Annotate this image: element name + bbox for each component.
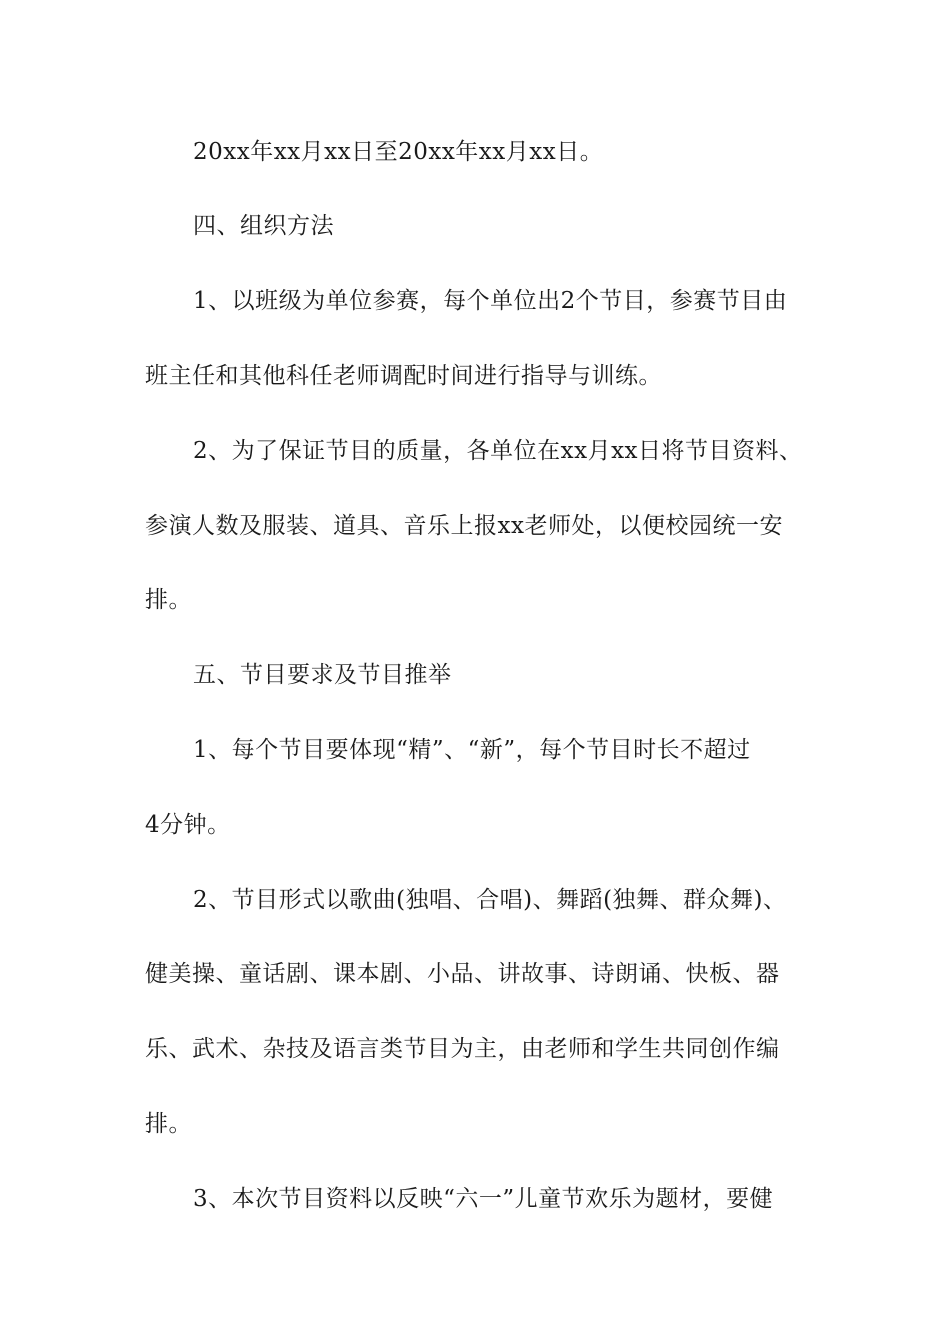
- paragraph-line: 3、本次节目资料以反映“六一”儿童节欢乐为题材，要健: [193, 1186, 774, 1212]
- paragraph-line: 排。: [145, 1111, 192, 1137]
- paragraph-line: 2、节目形式以歌曲(独唱、合唱)、舞蹈(独舞、群众舞)、: [193, 887, 787, 913]
- paragraph-line: 1、每个节目要体现“精”、“新”，每个节目时长不超过: [193, 737, 751, 763]
- paragraph-line: 排。: [145, 587, 192, 613]
- paragraph-line: 参演人数及服装、道具、音乐上报xx老师处，以便校园统一安: [145, 513, 783, 539]
- date-range-line: 20xx年xx月xx日至20xx年xx月xx日。: [193, 139, 604, 165]
- section-heading-organization: 四、组织方法: [193, 213, 334, 239]
- paragraph-line: 班主任和其他科任老师调配时间进行指导与训练。: [145, 363, 662, 389]
- section-heading-program-requirements: 五、节目要求及节目推举: [193, 662, 452, 688]
- paragraph-line: 健美操、童话剧、课本剧、小品、讲故事、诗朗诵、快板、器: [145, 961, 780, 987]
- paragraph-line: 乐、武术、杂技及语言类节目为主，由老师和学生共同创作编: [145, 1036, 780, 1062]
- paragraph-line: 2、为了保证节目的质量，各单位在xx月xx日将节目资料、: [193, 438, 803, 464]
- paragraph-line: 4分钟。: [145, 812, 231, 838]
- paragraph-line: 1、以班级为单位参赛，每个单位出2个节目，参赛节目由: [193, 288, 788, 314]
